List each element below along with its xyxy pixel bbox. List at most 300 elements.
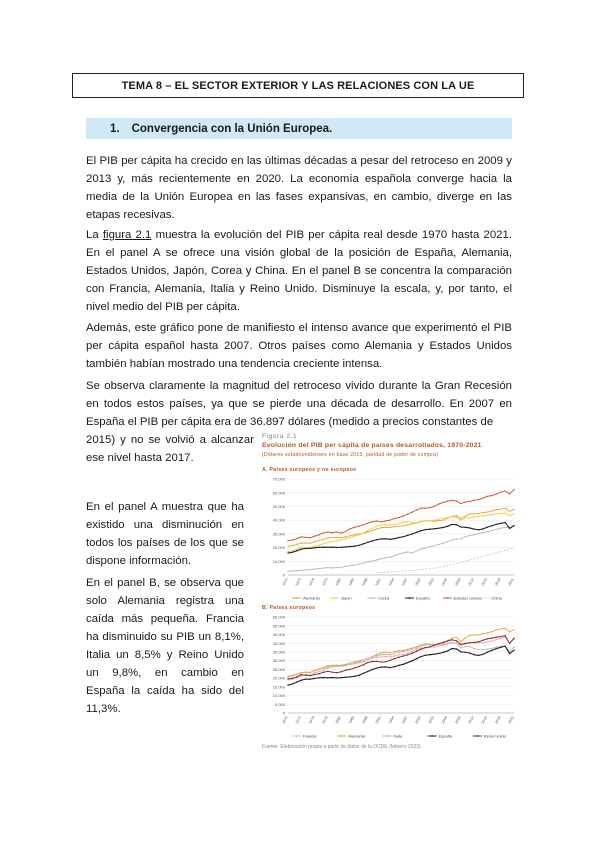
panel-a-data-point xyxy=(429,546,430,547)
panel-a-data-point xyxy=(345,546,346,547)
panel-a-data-point xyxy=(340,566,341,567)
panel-a-data-point xyxy=(367,561,368,562)
panel-a-data-point xyxy=(407,521,408,522)
panel-a-data-point xyxy=(416,532,417,533)
panel-a-data-point xyxy=(394,518,395,519)
panel-b-data-point xyxy=(296,676,297,677)
panel-a-data-point xyxy=(451,500,452,501)
panel-b-data-point xyxy=(385,661,386,662)
panel-b-y-tick-label: 15.000 xyxy=(272,684,285,690)
panel-b-y-tick-label: 35.000 xyxy=(272,649,285,655)
panel-a-data-point xyxy=(451,524,452,525)
panel-a-data-point xyxy=(358,525,359,526)
panel-a-data-point xyxy=(314,535,315,536)
panel-a-data-point xyxy=(442,542,443,543)
panel-b-data-point xyxy=(456,648,457,649)
panel-b-data-point xyxy=(451,648,452,649)
panel-a-data-point xyxy=(336,537,337,538)
panel-a-data-point xyxy=(407,551,408,552)
panel-b-data-point xyxy=(336,677,337,678)
panel-a-data-point xyxy=(504,513,505,514)
panel-b-data-point xyxy=(398,651,399,652)
document-title: TEMA 8 – EL SECTOR EXTERIOR Y LAS RELACIONES CON LA UE xyxy=(121,79,475,92)
panel-b-data-point xyxy=(487,641,488,642)
panel-b-data-point xyxy=(504,645,505,646)
panel-b-y-tick-label: 50.000 xyxy=(272,623,285,629)
panel-b-data-point xyxy=(447,640,448,641)
panel-b-data-point xyxy=(394,655,395,656)
panel-b-data-point xyxy=(513,646,514,647)
figure-2-1-link[interactable]: figura 2.1 xyxy=(102,229,152,241)
panel-a-data-point xyxy=(442,527,443,528)
panel-a-data-point xyxy=(296,550,297,551)
panel-a-x-tick-label: 2015 xyxy=(480,577,489,587)
panel-b-data-point xyxy=(487,651,488,652)
panel-a-data-point xyxy=(482,532,483,533)
panel-b-y-tick-label: 20.000 xyxy=(272,675,285,681)
panel-b-data-point xyxy=(380,656,381,657)
panel-b-data-point xyxy=(478,649,479,650)
panel-a-x-tick-label: 1991 xyxy=(374,577,382,587)
panel-a-y-tick-label: 60.000 xyxy=(272,490,285,496)
panel-a-data-point xyxy=(332,541,333,542)
figure-subtitle: (Dólares estadounidenses en base 2015, paridad de poder de compra) xyxy=(262,452,439,458)
panel-b-data-point xyxy=(469,646,470,647)
panel-a-data-point xyxy=(425,548,426,549)
panel-b-data-point xyxy=(323,677,324,678)
panel-b-data-point xyxy=(451,638,452,639)
panel-b-data-point xyxy=(465,652,466,653)
panel-b-data-point xyxy=(513,629,514,630)
panel-a-data-point xyxy=(456,524,457,525)
panel-a-data-point xyxy=(491,530,492,531)
panel-a-data-point xyxy=(367,530,368,531)
section-number: 1. xyxy=(110,122,120,135)
panel-b-data-point xyxy=(403,654,404,655)
panel-b-series-line-italia xyxy=(288,642,514,679)
panel-a-legend-label: Estados Unidos xyxy=(453,595,482,601)
panel-a-data-point xyxy=(403,536,404,537)
panel-a-data-point xyxy=(504,522,505,523)
panel-b-data-point xyxy=(434,653,435,654)
panel-b-data-point xyxy=(487,649,488,650)
panel-b-data-point xyxy=(447,650,448,651)
panel-b-data-point xyxy=(513,649,514,650)
panel-b-legend-marker xyxy=(431,735,433,737)
panel-a-data-point xyxy=(478,513,479,514)
panel-a-data-point xyxy=(420,520,421,521)
panel-a-data-point xyxy=(376,528,377,529)
panel-b-data-point xyxy=(500,638,501,639)
panel-a-data-point xyxy=(296,549,297,550)
panel-b-data-point xyxy=(403,655,404,656)
panel-a-data-point xyxy=(332,537,333,538)
panel-a-data-point xyxy=(425,520,426,521)
panel-a-data-point xyxy=(371,521,372,522)
panel-a-data-point xyxy=(473,528,474,529)
panel-a-data-point xyxy=(292,539,293,540)
panel-b-data-point xyxy=(478,634,479,635)
panel-b-data-point xyxy=(389,652,390,653)
panel-b-data-point xyxy=(411,651,412,652)
panel-a-data-point xyxy=(287,546,288,547)
panel-a-data-point xyxy=(389,556,390,557)
panel-a-data-point xyxy=(314,547,315,548)
panel-a-data-point xyxy=(345,536,346,537)
panel-a-data-point xyxy=(403,515,404,516)
panel-b-data-point xyxy=(425,644,426,645)
panel-a-data-point xyxy=(460,520,461,521)
panel-a-data-point xyxy=(314,568,315,569)
panel-a-data-point xyxy=(340,539,341,540)
panel-a-data-point xyxy=(292,550,293,551)
panel-b-data-point xyxy=(496,648,497,649)
panel-b-data-point xyxy=(460,647,461,648)
panel-a-x-tick-label: 1979 xyxy=(321,577,329,587)
panel-a-data-point xyxy=(469,513,470,514)
panel-b-data-point xyxy=(327,677,328,678)
panel-b-x-tick-label: 1976 xyxy=(307,715,316,725)
panel-b-data-point xyxy=(500,647,501,648)
panel-a-data-point xyxy=(398,553,399,554)
panel-a-data-point xyxy=(429,528,430,529)
panel-a-data-point xyxy=(398,537,399,538)
panel-a-data-point xyxy=(398,523,399,524)
panel-a-x-tick-label: 1982 xyxy=(334,577,343,587)
panel-b-data-point xyxy=(336,664,337,665)
panel-b-data-point xyxy=(473,634,474,635)
panel-b-data-point xyxy=(403,664,404,665)
panel-b-data-point xyxy=(500,628,501,629)
panel-a-data-point xyxy=(394,526,395,527)
panel-b-data-point xyxy=(327,671,328,672)
panel-b-data-point xyxy=(496,637,497,638)
panel-a-data-point xyxy=(482,528,483,529)
panel-a-legend-label: Japón xyxy=(340,595,352,601)
panel-a-data-point xyxy=(354,535,355,536)
panel-a-data-point xyxy=(434,545,435,546)
panel-b-legend-label: Alemania xyxy=(348,733,365,739)
panel-b-data-point xyxy=(327,665,328,666)
panel-a-data-point xyxy=(411,552,412,553)
panel-b-data-point xyxy=(301,679,302,680)
panel-a-legend-label: Alemania xyxy=(303,595,320,601)
panel-b-data-point xyxy=(340,677,341,678)
panel-a-data-point xyxy=(434,520,435,521)
panel-b-data-point xyxy=(394,651,395,652)
panel-b-data-point xyxy=(363,664,364,665)
panel-b-data-point xyxy=(389,654,390,655)
panel-a-x-tick-label: 1994 xyxy=(387,577,396,587)
panel-b-data-point xyxy=(323,670,324,671)
panel-a-data-point xyxy=(345,538,346,539)
panel-b-data-point xyxy=(345,677,346,678)
panel-a-x-tick-label: 2000 xyxy=(414,577,422,587)
panel-a-data-point xyxy=(403,552,404,553)
panel-b-data-point xyxy=(367,671,368,672)
panel-a-legend-marker xyxy=(296,597,298,599)
panel-a-data-point xyxy=(407,535,408,536)
panel-b-data-point xyxy=(345,664,346,665)
panel-a-data-point xyxy=(500,528,501,529)
panel-a-data-point xyxy=(500,491,501,492)
panel-b-data-point xyxy=(309,672,310,673)
panel-a-data-point xyxy=(323,539,324,540)
panel-a-data-point xyxy=(354,527,355,528)
panel-a-data-point xyxy=(513,525,514,526)
panel-a-data-point xyxy=(491,514,492,515)
figure-source: Fuente: Elaboración propia a partir de datos de la OCDE (febrero 2023). xyxy=(262,744,423,750)
panel-b-data-point xyxy=(496,646,497,647)
panel-a-data-point xyxy=(496,509,497,510)
panel-b-data-point xyxy=(416,649,417,650)
panel-a-data-point xyxy=(323,543,324,544)
panel-a-data-point xyxy=(465,527,466,528)
panel-b-data-point xyxy=(340,666,341,667)
panel-b-data-point xyxy=(345,670,346,671)
panel-b-data-point xyxy=(429,646,430,647)
panel-b-data-point xyxy=(509,653,510,654)
panel-a-data-point xyxy=(358,534,359,535)
panel-a-series-line-corea xyxy=(288,526,514,571)
panel-b-data-point xyxy=(473,654,474,655)
panel-a-data-point xyxy=(442,517,443,518)
panel-a-data-point xyxy=(380,558,381,559)
panel-a-data-point xyxy=(509,515,510,516)
panel-a-data-point xyxy=(509,511,510,512)
panel-b-x-tick-label: 1982 xyxy=(334,715,343,725)
panel-b-data-point xyxy=(354,663,355,664)
panel-b-data-point xyxy=(465,638,466,639)
panel-a-data-point xyxy=(447,501,448,502)
panel-a-y-tick-label: 10.000 xyxy=(272,558,285,564)
panel-b-data-point xyxy=(482,640,483,641)
panel-a-data-point xyxy=(385,526,386,527)
panel-b-data-point xyxy=(491,640,492,641)
panel-b-data-point xyxy=(469,642,470,643)
panel-b-data-point xyxy=(314,670,315,671)
panel-a-data-point xyxy=(496,493,497,494)
panel-b-y-tick-label: 0 xyxy=(282,710,285,716)
panel-a-data-point xyxy=(411,523,412,524)
panel-a-data-point xyxy=(487,511,488,512)
panel-a-data-point xyxy=(425,529,426,530)
panel-b-x-tick-label: 2015 xyxy=(480,715,489,725)
panel-a-data-point xyxy=(314,541,315,542)
panel-a-data-point xyxy=(389,519,390,520)
panel-b-x-tick-label: 1997 xyxy=(401,715,409,725)
panel-b-data-point xyxy=(363,660,364,661)
panel-b-data-point xyxy=(287,678,288,679)
panel-a-data-point xyxy=(491,510,492,511)
panel-a-data-point xyxy=(500,513,501,514)
panel-a-data-point xyxy=(416,509,417,510)
panel-b-data-point xyxy=(394,666,395,667)
panel-b-data-point xyxy=(456,643,457,644)
panel-b-data-point xyxy=(389,656,390,657)
panel-a-data-point xyxy=(336,540,337,541)
panel-a-data-point xyxy=(349,528,350,529)
panel-a-data-point xyxy=(460,518,461,519)
panel-b-data-point xyxy=(473,642,474,643)
panel-a-data-point xyxy=(403,525,404,526)
panel-a-x-tick-label: 2003 xyxy=(427,577,436,587)
paragraph-4-continued: 2015) y no se volvió a alcanzar ese nivel hasta 2017. xyxy=(86,434,254,464)
panel-b-data-point xyxy=(482,642,483,643)
panel-b-legend-marker xyxy=(341,735,343,737)
panel-b-data-point xyxy=(296,677,297,678)
figure-label: Figura 2.1 xyxy=(262,433,298,440)
panel-a-data-point xyxy=(301,549,302,550)
panel-a-legend-marker xyxy=(371,597,373,599)
panel-a-data-point xyxy=(376,539,377,540)
panel-b-data-point xyxy=(509,631,510,632)
panel-a-x-tick-label: 2012 xyxy=(467,577,475,587)
panel-b-legend-marker xyxy=(386,735,388,737)
panel-a-data-point xyxy=(434,506,435,507)
panel-a-data-point xyxy=(420,530,421,531)
panel-b-data-point xyxy=(456,637,457,638)
paragraph-2-text-end: muestra la evolución del PIB per cápita real desde 1970 hasta 2021. En el panel A se ofrece una visión global de la posición de España, Alemania, Estados Unidos, Japón, Corea y China. En el panel B se concentra la comparación con Francia, Alemania, Italia y Reino Unido. Disminuye la escala, y, por tanto, el nivel medio del PIB per cápita. xyxy=(86,229,512,313)
panel-a-data-point xyxy=(465,516,466,517)
panel-b-data-point xyxy=(513,638,514,639)
panel-a-data-point xyxy=(309,537,310,538)
panel-b-x-tick-label: 1979 xyxy=(321,715,329,725)
panel-a-data-point xyxy=(473,534,474,535)
panel-b-data-point xyxy=(411,660,412,661)
panel-b-data-point xyxy=(305,672,306,673)
paragraph-1: El PIB per cápita ha crecido en las últimas décadas a pesar del retroceso en 2009 y 2013 y, más recientemente en 2020. La economía española converge hacia la media de la Unión Europea en las fases expansivas, en cambio, diverge en las etapas recesivas. xyxy=(86,155,512,221)
paragraph-5: En el panel A muestra que ha existido una disminución en todos los países de los que se dispone información. xyxy=(86,501,244,567)
panel-b-data-point xyxy=(376,661,377,662)
panel-b-data-point xyxy=(482,654,483,655)
panel-a-data-point xyxy=(509,493,510,494)
panel-b-data-point xyxy=(305,675,306,676)
panel-a-data-point xyxy=(354,564,355,565)
panel-a-title: A. Países europeos y no europeos xyxy=(262,467,357,473)
panel-a-data-point xyxy=(367,531,368,532)
panel-a-data-point xyxy=(442,502,443,503)
panel-b-data-point xyxy=(301,674,302,675)
panel-a-data-point xyxy=(332,532,333,533)
paragraph-2-text-start: La xyxy=(86,229,103,241)
panel-b-data-point xyxy=(407,649,408,650)
document-header-box xyxy=(72,73,524,98)
panel-b-data-point xyxy=(376,657,377,658)
panel-b-data-point xyxy=(323,672,324,673)
panel-a-data-point xyxy=(447,526,448,527)
panel-b-data-point xyxy=(332,665,333,666)
panel-a-data-point xyxy=(478,529,479,530)
panel-a-y-tick-label: 40.000 xyxy=(272,517,285,523)
panel-a-y-tick-label: 50.000 xyxy=(272,504,285,510)
panel-b-data-point xyxy=(398,665,399,666)
panel-b-data-point xyxy=(434,645,435,646)
panel-a-data-point xyxy=(292,545,293,546)
panel-a-data-point xyxy=(389,527,390,528)
panel-a-legend-label: España xyxy=(416,595,430,601)
panel-a-data-point xyxy=(469,535,470,536)
panel-b-data-point xyxy=(460,641,461,642)
panel-b-data-point xyxy=(407,650,408,651)
panel-a-data-point xyxy=(309,543,310,544)
panel-a-data-point xyxy=(438,520,439,521)
panel-b-data-point xyxy=(309,675,310,676)
panel-a-data-point xyxy=(296,570,297,571)
panel-b-data-point xyxy=(318,671,319,672)
panel-a-legend-label: China xyxy=(491,595,502,601)
panel-a-data-point xyxy=(385,557,386,558)
panel-a-data-point xyxy=(318,547,319,548)
panel-b-data-point xyxy=(340,671,341,672)
panel-b-data-point xyxy=(491,631,492,632)
panel-b-data-point xyxy=(403,651,404,652)
panel-a-data-point xyxy=(460,526,461,527)
panel-b-data-point xyxy=(332,666,333,667)
panel-a-data-point xyxy=(496,529,497,530)
panel-a-data-point xyxy=(376,559,377,560)
panel-b-data-point xyxy=(371,657,372,658)
panel-a-data-point xyxy=(473,500,474,501)
panel-a-data-point xyxy=(438,528,439,529)
panel-b-data-point xyxy=(496,639,497,640)
panel-b-data-point xyxy=(389,660,390,661)
panel-a-data-point xyxy=(332,546,333,547)
panel-b-data-point xyxy=(473,648,474,649)
panel-b-data-point xyxy=(336,672,337,673)
panel-a-data-point xyxy=(340,547,341,548)
panel-b-data-point xyxy=(451,639,452,640)
panel-a-data-point xyxy=(478,533,479,534)
panel-a-data-point xyxy=(363,533,364,534)
panel-a-data-point xyxy=(398,517,399,518)
panel-b-data-point xyxy=(358,666,359,667)
panel-a-x-tick-label: 1973 xyxy=(294,577,303,587)
panel-a-data-point xyxy=(380,524,381,525)
panel-b-data-point xyxy=(385,651,386,652)
panel-b-data-point xyxy=(349,669,350,670)
panel-b-data-point xyxy=(349,662,350,663)
panel-b-data-point xyxy=(296,673,297,674)
panel-b-data-point xyxy=(385,666,386,667)
panel-b-data-point xyxy=(354,661,355,662)
panel-b-x-tick-label: 1985 xyxy=(347,715,356,725)
panel-b-legend-label: España xyxy=(438,733,453,739)
panel-b-data-point xyxy=(491,648,492,649)
panel-a-data-point xyxy=(287,570,288,571)
panel-b-data-point xyxy=(416,651,417,652)
panel-b-data-point xyxy=(442,643,443,644)
panel-a-data-point xyxy=(349,535,350,536)
panel-a-data-point xyxy=(354,534,355,535)
panel-a-data-point xyxy=(465,536,466,537)
panel-b-data-point xyxy=(438,643,439,644)
panel-b-data-point xyxy=(367,658,368,659)
panel-a-data-point xyxy=(504,527,505,528)
panel-b-data-point xyxy=(371,656,372,657)
panel-a-series-line-china xyxy=(377,548,514,573)
panel-b-data-point xyxy=(327,667,328,668)
panel-b-data-point xyxy=(478,641,479,642)
panel-a-x-tick-label: 1985 xyxy=(347,577,356,587)
panel-a-data-point xyxy=(434,528,435,529)
panel-b-data-point xyxy=(434,646,435,647)
panel-b-data-point xyxy=(380,661,381,662)
section-heading xyxy=(86,118,512,139)
panel-b-x-tick-label: 2006 xyxy=(440,715,449,725)
panel-a-data-point xyxy=(500,523,501,524)
panel-a-data-point xyxy=(349,537,350,538)
